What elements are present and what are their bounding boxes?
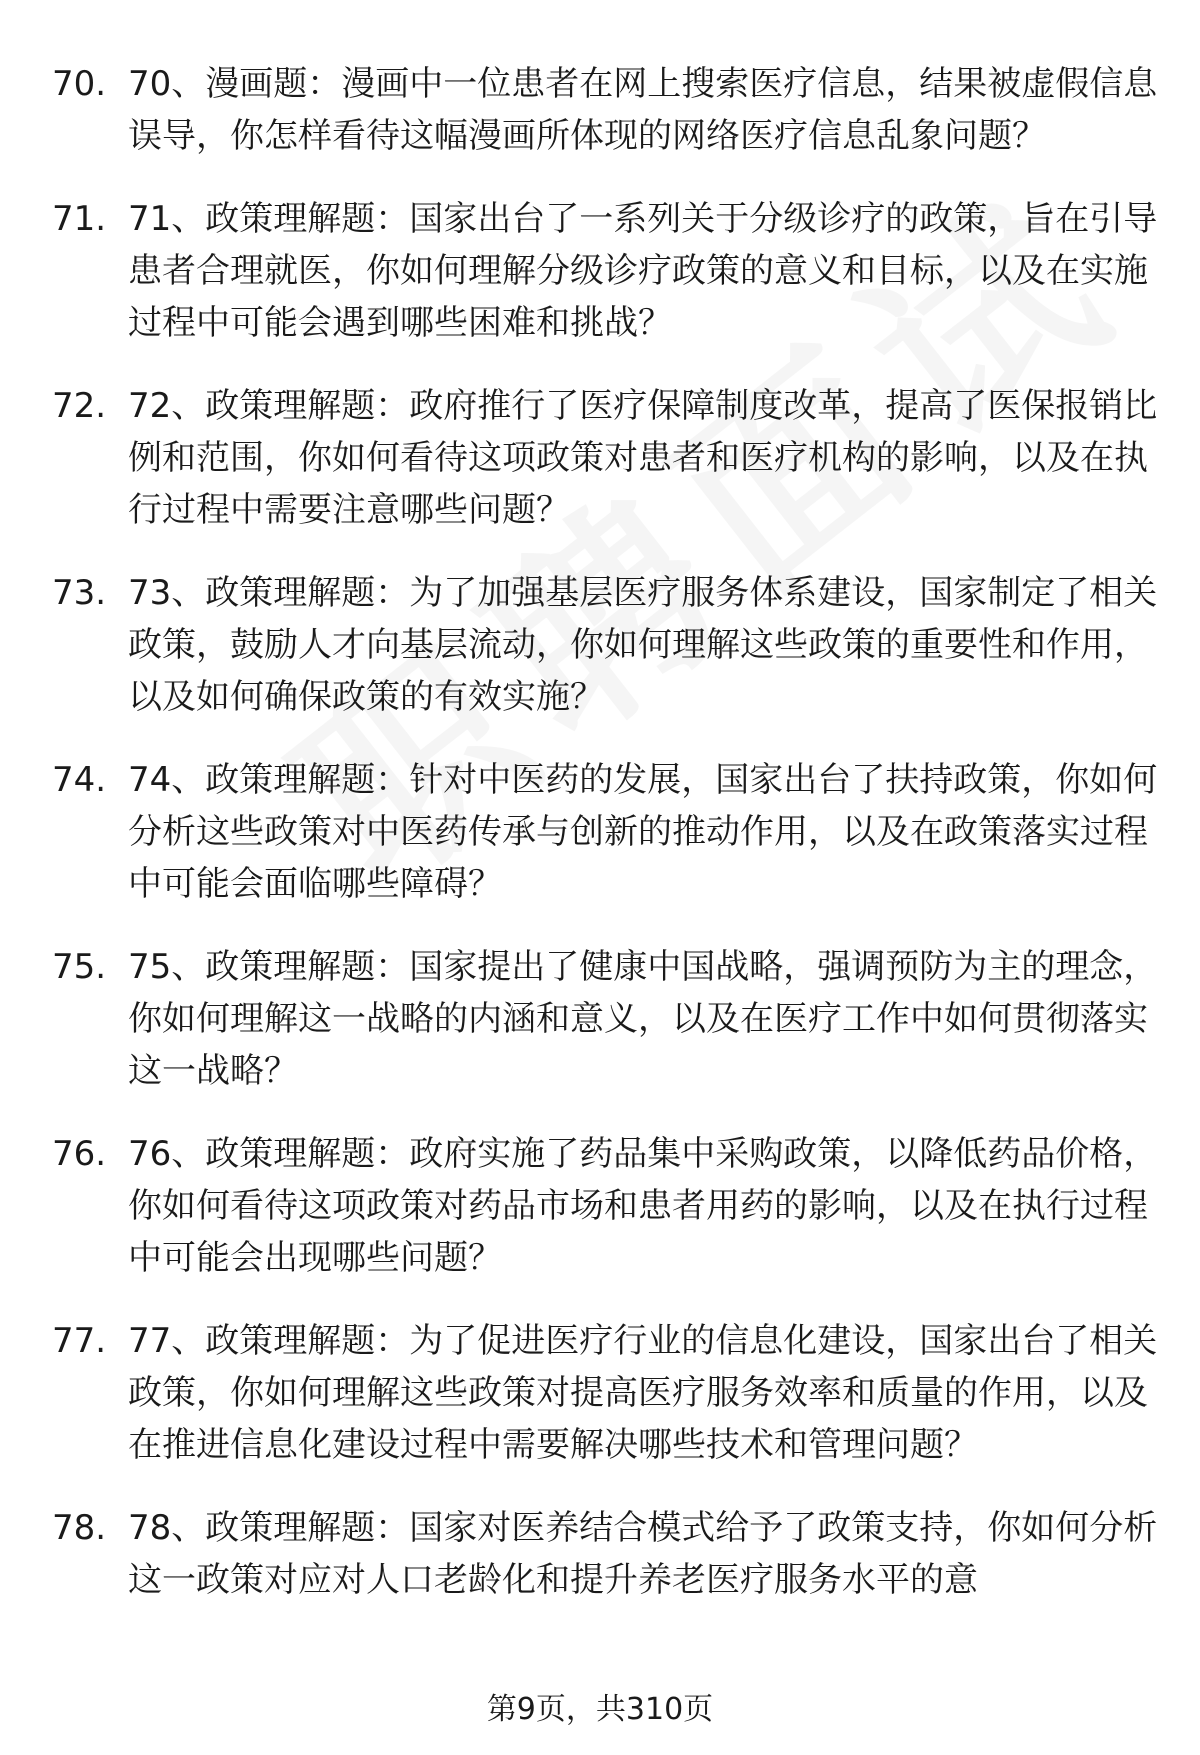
item-text: 74、政策理解题：针对中医药的发展，国家出台了扶持政策，你如何分析这些政策对中医药传承与创新的推动作用，以及在政策落实过程中可能会面临哪些障碍？	[128, 760, 1158, 904]
list-item	[52, 193, 1162, 349]
item-text: 76、政策理解题：政府实施了药品集中采购政策，以降低药品价格，你如何看待这项政策对药品市场和患者用药的影响，以及在执行过程中可能会出现哪些问题？	[128, 1134, 1158, 1278]
item-number: 77.	[52, 1321, 107, 1361]
item-number: 73.	[52, 573, 107, 613]
list-item	[52, 1128, 1162, 1284]
page-number-footer: 第9页，共310页	[486, 1692, 714, 1727]
item-text: 71、政策理解题：国家出台了一系列关于分级诊疗的政策，旨在引导患者合理就医，你如何理解分级诊疗政策的意义和目标，以及在实施过程中可能会遇到哪些困难和挑战？	[128, 199, 1158, 343]
question-list	[52, 58, 1162, 1637]
list-item	[52, 941, 1162, 1097]
item-text: 77、政策理解题：为了促进医疗行业的信息化建设，国家出台了相关政策，你如何理解这些政策对提高医疗服务效率和质量的作用，以及在推进信息化建设过程中需要解决哪些技术和管理问题？	[128, 1321, 1158, 1465]
item-text: 78、政策理解题：国家对医养结合模式给予了政策支持，你如何分析这一政策对应对人口老龄化和提升养老医疗服务水平的意	[128, 1508, 1158, 1600]
list-item	[52, 1502, 1162, 1606]
item-text: 72、政策理解题：政府推行了医疗保障制度改革，提高了医保报销比例和范围，你如何看待这项政策对患者和医疗机构的影响，以及在执行过程中需要注意哪些问题？	[128, 386, 1158, 530]
item-number: 78.	[52, 1508, 107, 1548]
item-number: 70.	[52, 64, 107, 104]
list-item	[52, 754, 1162, 910]
item-text: 70、漫画题：漫画中一位患者在网上搜索医疗信息，结果被虚假信息误导，你怎样看待这幅漫画所体现的网络医疗信息乱象问题？	[128, 64, 1158, 156]
item-text: 73、政策理解题：为了加强基层医疗服务体系建设，国家制定了相关政策，鼓励人才向基层流动，你如何理解这些政策的重要性和作用，以及如何确保政策的有效实施？	[128, 573, 1158, 717]
item-text: 75、政策理解题：国家提出了健康中国战略，强调预防为主的理念，你如何理解这一战略的内涵和意义，以及在医疗工作中如何贯彻落实这一战略？	[128, 947, 1158, 1091]
list-item	[52, 1315, 1162, 1471]
list-item	[52, 567, 1162, 723]
list-item	[52, 380, 1162, 536]
item-number: 76.	[52, 1134, 107, 1174]
item-number: 75.	[52, 947, 107, 987]
item-number: 71.	[52, 199, 107, 239]
item-number: 74.	[52, 760, 107, 800]
item-number: 72.	[52, 386, 107, 426]
list-item	[52, 58, 1162, 162]
